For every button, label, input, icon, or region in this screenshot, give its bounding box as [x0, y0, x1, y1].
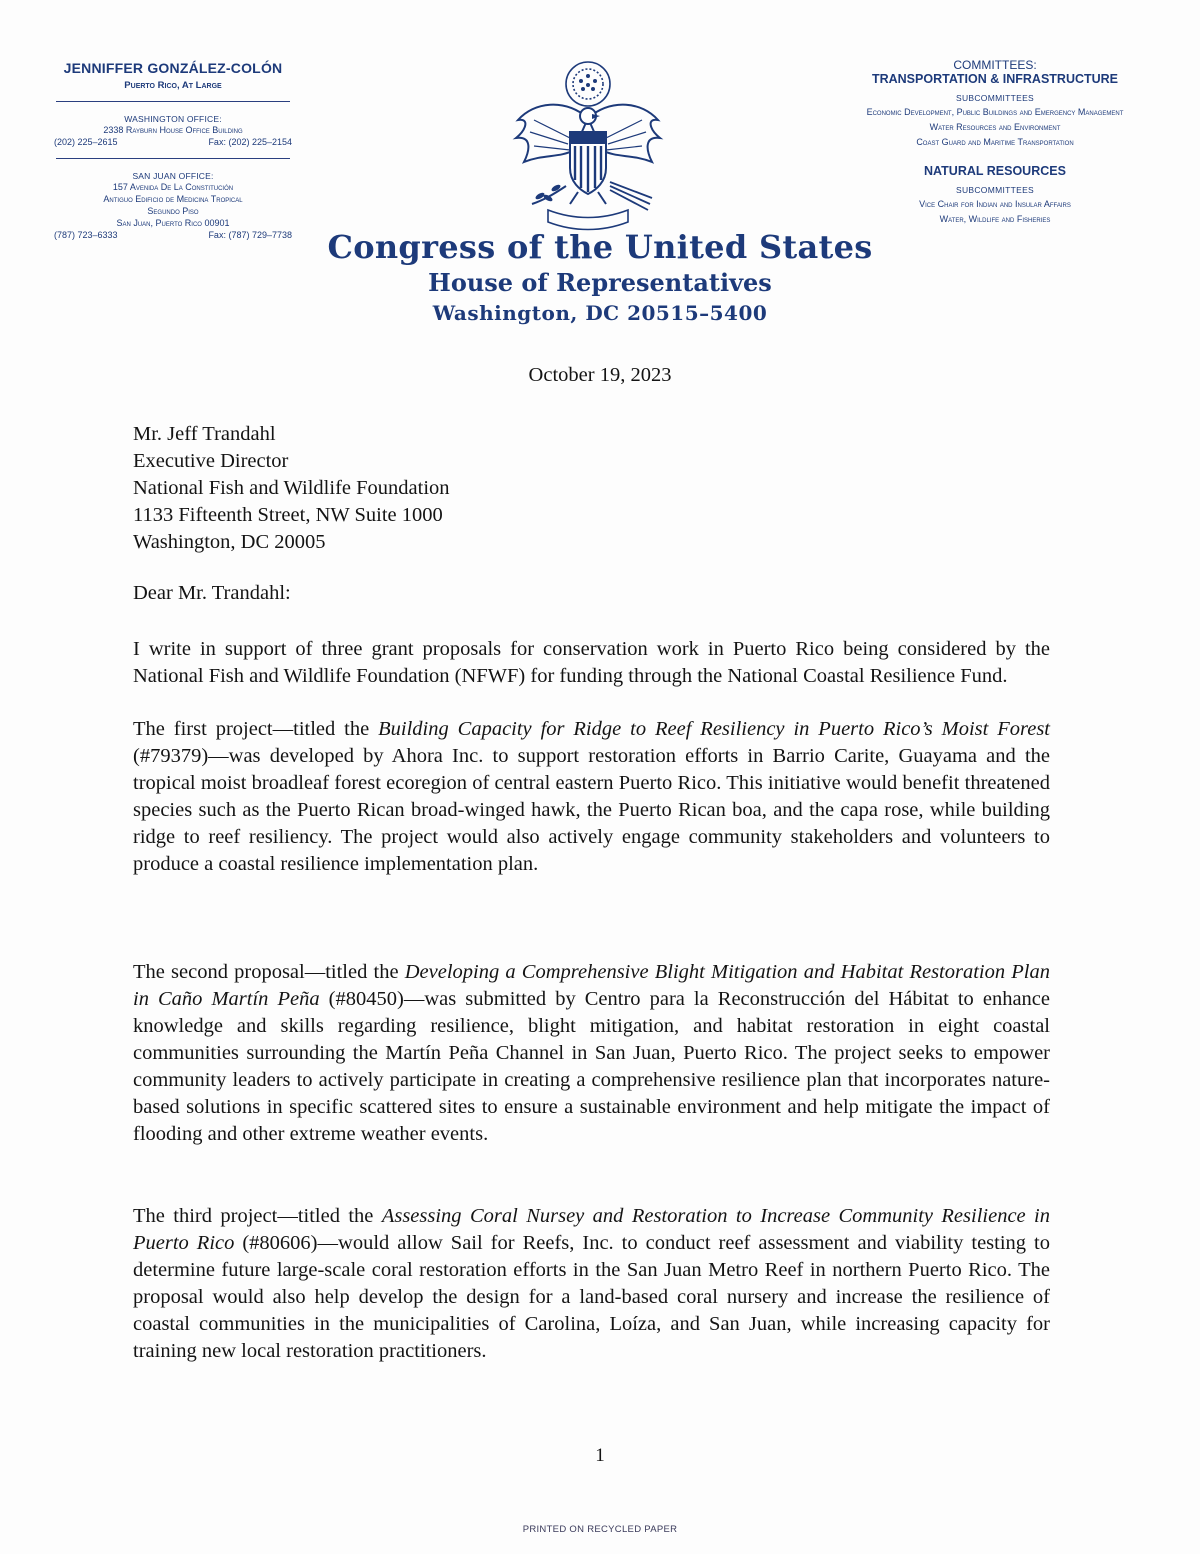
- member-district: Puerto Rico, At Large: [124, 80, 222, 91]
- committee-name: NATURAL RESOURCES: [924, 164, 1066, 178]
- san-juan-address-line: 157 Avenida De La Constitución: [112, 182, 234, 192]
- paragraph-text: (#80606)—would allow Sail for Reefs, Inc. to conduct reef assessment and viability testing to determine future large-scale coral restoration efforts in the San Juan Metro Reef in northern Puerto Rico. The proposal would also help develop the design for a land-based coral nursery and increase the resilience of coastal communities in the municipalities of Carolina, Loíza, and San Juan, while increasing capacity for training new local restoration practitioners.: [133, 1232, 1050, 1362]
- washington-fax: Fax: (202) 225–2154: [208, 137, 292, 147]
- member-info: [48, 60, 298, 241]
- paragraph-text: The third project—titled the: [133, 1205, 382, 1227]
- divider: [56, 101, 290, 102]
- recycled-paper-footer: PRINTED ON RECYCLED PAPER: [522, 1524, 678, 1535]
- san-juan-fax: Fax: (787) 729–7738: [208, 230, 292, 240]
- project-title: Assessing Coral Nursey and Restoration to Increase Community Resilience in Puerto Rico: [133, 1205, 1050, 1254]
- recipient-street: 1133 Fifteenth Street, NW Suite 1000: [133, 504, 443, 526]
- washington-phone: (202) 225–2615: [54, 137, 118, 147]
- masthead-congress: Congress of the United States: [327, 228, 873, 266]
- paragraph-text: (#80450)—was submitted by Centro para la Reconstrucción del Hábitat to enhance knowledge and skills regarding resilience, blight mitigation, and habitat restoration in eight coastal communities surrounding the Martín Peña Channel in San Juan, Puerto Rico. The project seeks to empower community leaders to actively participate in creating a comprehensive resilience plan that incorporates nature-based solutions in specific scattered sites to ensure a sustainable environment and help mitigate the impact of flooding and other extreme weather events.: [133, 988, 1051, 1145]
- committee-info: [850, 58, 1140, 225]
- subcommittee-item: Economic Development, Public Buildings and Emergency Management: [866, 107, 1124, 117]
- divider: [56, 158, 290, 159]
- paragraph-text: The first project—titled the: [133, 718, 379, 740]
- paragraph-third-project: [133, 1203, 1050, 1365]
- paragraph-text: (#79379)—was developed by Ahora Inc. to support restoration efforts in Barrio Carite, Guayama and the tropical moist broadleaf forest ecoregion of central eastern Puerto Rico. This initiative would benefit threatened species such as the Puerto Rican broad-winged hawk, the Puerto Rican boa, and the capa rose, while building ridge to reef resiliency. The project would also actively engage community stakeholders and volunteers to produce a coastal resilience implementation plan.: [133, 745, 1050, 875]
- san-juan-address-line: Antiguo Edificio de Medicina Tropical: [103, 194, 243, 204]
- san-juan-address-line: San Juan, Puerto Rico 00901: [116, 218, 230, 228]
- san-juan-address-line: Segundo Piso: [147, 206, 199, 216]
- recipient-title: Executive Director: [133, 450, 289, 472]
- masthead-house: House of Representatives: [428, 268, 772, 297]
- committees-label: COMMITTEES:: [953, 58, 1037, 72]
- masthead-address: Washington, DC 20515–5400: [432, 301, 768, 325]
- great-seal-eagle-icon: [504, 58, 672, 238]
- recipient-address: [133, 421, 450, 556]
- recipient-name: Mr. Jeff Trandahl: [133, 423, 276, 445]
- paragraph-intro: I write in support of three grant proposals for conservation work in Puerto Rico being considered by the National Fish and Wildlife Foundation (NFWF) for funding through the National Coastal Resilience Fund.: [133, 638, 1050, 687]
- letter-date: October 19, 2023: [528, 364, 672, 386]
- committee-name: TRANSPORTATION & INFRASTRUCTURE: [871, 72, 1119, 86]
- subcommittee-item: Water Resources and Environment: [929, 122, 1061, 132]
- washington-office-heading: WASHINGTON OFFICE:: [124, 114, 222, 124]
- washington-office-address: 2338 Rayburn House Office Building: [103, 125, 243, 135]
- project-title: Developing a Comprehensive Blight Mitigation and Habitat Restoration Plan in Caño Martín Peña: [133, 961, 1050, 1010]
- paragraph-text: The second proposal—titled the: [133, 961, 405, 983]
- page-number: 1: [595, 1445, 605, 1466]
- subcommittee-item: Coast Guard and Maritime Transportation: [916, 137, 1074, 147]
- project-title: Building Capacity for Ridge to Reef Resiliency in Puerto Rico’s Moist Forest: [378, 718, 1050, 740]
- san-juan-office-contact: [48, 229, 298, 241]
- san-juan-office-heading: SAN JUAN OFFICE:: [132, 171, 214, 181]
- washington-office-contact: [48, 136, 298, 148]
- recipient-city: Washington, DC 20005: [133, 531, 326, 553]
- masthead: [300, 228, 900, 325]
- recipient-organization: National Fish and Wildlife Foundation: [133, 477, 450, 499]
- paragraph-second-project: [133, 959, 1050, 1148]
- member-name: JENNIFFER GONZÁLEZ-COLÓN: [63, 60, 283, 76]
- subcommittee-item: Vice Chair for Indian and Insular Affairs: [919, 199, 1071, 209]
- subcommittee-item: Water, Wildlife and Fisheries: [939, 214, 1051, 224]
- subcommittees-label: SUBCOMMITTEES: [955, 93, 1035, 103]
- san-juan-phone: (787) 723–6333: [54, 230, 118, 240]
- paragraph-first-project: [133, 716, 1050, 878]
- salutation: Dear Mr. Trandahl:: [133, 582, 291, 604]
- subcommittees-label: SUBCOMMITTEES: [955, 185, 1035, 195]
